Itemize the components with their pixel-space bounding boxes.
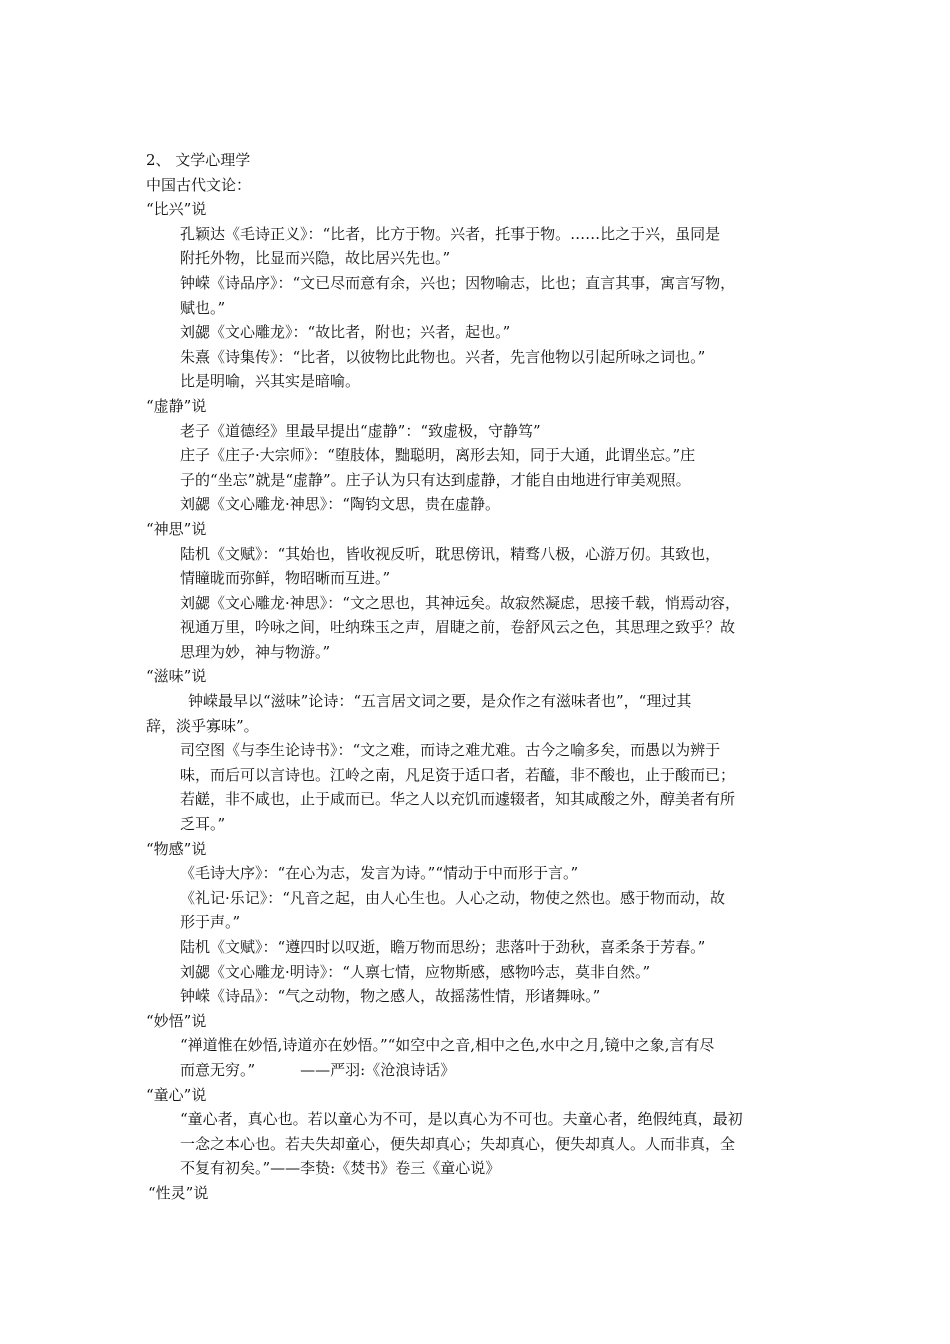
quote-line: 老子《道德经》里最早提出“虚静”：“致虚极，守静笃” [180,421,541,440]
section-heading: 2、 文学心理学 [146,151,251,169]
quote-line: 钟嵘《诗品序》：“文已尽而意有余，兴也；因物喻志，比也；直言其事，寓言写物， [180,273,736,292]
quote-line: 孔颖达《毛诗正义》：“比者，比方于物。兴者，托事于物。……比之于兴，虽同是 [180,224,721,243]
quote-line: 刘勰《文心雕龙·神思》：“陶钧文思，贵在虚静。 [180,495,500,514]
topic-title: “滋味”说 [146,667,207,686]
topic-title: “物感”说 [146,839,207,858]
quote-line: 附托外物，比显而兴隐，故比居兴先也。” [180,249,451,268]
intro-line: 中国古代文论： [146,175,252,194]
quote-line: 刘勰《文心雕龙》：“故比者，附也；兴者，起也。” [180,323,511,342]
quote-line: 赋也。” [180,298,226,317]
quote-line: 刘勰《文心雕龙·明诗》：“人禀七情，应物斯感，感物吟志，莫非自然。” [180,962,651,981]
quote-line: 子的“坐忘”就是“虚静”。庄子认为只有达到虚静，才能自由地进行审美观照。 [180,470,691,489]
quote-line: 视通万里，吟咏之间，吐纳珠玉之声，眉睫之前，卷舒风云之色，其思理之致乎？故 [180,618,736,637]
topic-title: “性灵”说 [148,1183,209,1202]
quote-line: 陆机《文赋》：“遵四时以叹逝，瞻万物而思纷；悲落叶于劲秋，喜柔条于芳春。” [180,938,706,956]
topic-title: “比兴”说 [146,200,207,219]
quote-line: 乏耳。” [180,815,226,834]
quote-line: 《礼记·乐记》：“凡音之起，由人心生也。人心之动，物使之然也。感于物而动，故 [180,888,725,907]
topic-title: “妙悟”说 [146,1011,207,1030]
quote-line: 形于声。” [180,913,241,932]
quote-line: 钟嵘《诗品》：“气之动物，物之感人，故摇荡性情，形诸舞咏。” [180,987,601,1006]
quote-line: 不复有初矣。”——李贽:《焚书》卷三《童心说》 [180,1159,501,1178]
quote-line: 比是明喻，兴其实是暗喻。 [180,372,361,391]
topic-title: “童心”说 [146,1085,207,1104]
topic-title: “虚静”说 [146,396,207,415]
quote-line: 而意无穷。” ——严羽:《沧浪诗话》 [180,1060,456,1079]
quote-line: 思理为妙，神与物游。” [180,642,331,661]
quote-line: “禅道惟在妙悟,诗道亦在妙悟。”“如空中之音,相中之色,水中之月,镜中之象,言有尽 [180,1036,715,1055]
quote-line: 辞，淡乎寡味”。 [146,716,259,735]
quote-line: 陆机《文赋》：“其始也，皆收视反听，耽思傍讯，精骛八极，心游万仞。其致也， [180,544,721,563]
document-body [146,148,816,1206]
quote-line: 庄子《庄子·大宗师》：“堕肢体，黜聪明，离形去知，同于大通，此谓坐忘。”庄 [180,446,696,465]
quote-line: 朱熹《诗集传》：“比者，以彼物比此物也。兴者，先言他物以引起所咏之词也。” [180,347,706,366]
quote-line: 一念之本心也。若夫失却童心，便失却真心；失却真心，便失却真人。人而非真，全 [180,1134,736,1153]
quote-line: 味，而后可以言诗也。江岭之南，凡足资于适口者，若醯，非不酸也，止于酸而已； [180,765,736,784]
quote-line: 司空图《与李生论诗书》：“文之难，而诗之难尤难。古今之喻多矣，而愚以为辨于 [180,741,721,760]
quote-line: 刘勰《文心雕龙·神思》：“文之思也，其神远矣。故寂然凝虑，思接千载，悄焉动容， [180,593,740,612]
topic-title: “神思”说 [146,519,207,538]
quote-line: 若鹾，非不咸也，止于咸而已。华之人以充饥而遽辍者，知其咸酸之外，醇美者有所 [180,790,736,809]
quote-line: 《毛诗大序》：“在心为志，发言为诗。”“情动于中而形于言。” [180,864,579,883]
quote-line: 情瞳昽而弥鲜，物昭晰而互进。” [180,569,391,588]
quote-line: “童心者，真心也。若以童心为不可，是以真心为不可也。夫童心者，绝假纯真，最初 [180,1110,743,1129]
quote-line: 钟嵘最早以“滋味”论诗：“五言居文词之要，是众作之有滋味者也”，“理过其 [188,692,692,711]
